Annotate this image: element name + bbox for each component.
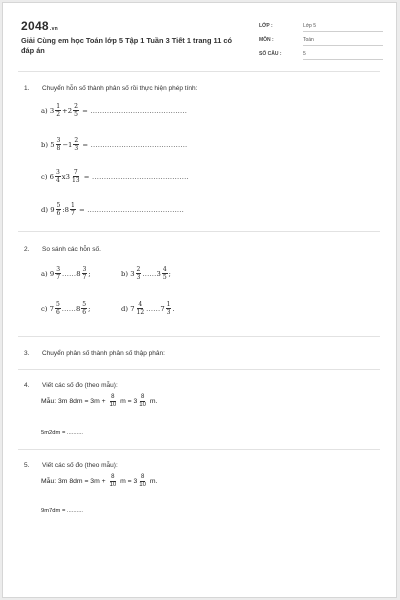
- q1-part-c: [41, 169, 189, 184]
- sample-text: m = 3: [120, 398, 138, 405]
- numerator: 2: [74, 103, 78, 110]
- denominator: 7: [56, 274, 61, 281]
- fraction: [70, 202, 76, 217]
- operator: +: [62, 106, 68, 115]
- question-text: Chuyển hỗn số thành phân số rồi thực hiện phép tính:: [42, 85, 198, 92]
- q5-answer: 9m7dm = ..........: [41, 508, 84, 514]
- meta-divider: [303, 59, 383, 60]
- q1-part-b: [41, 137, 187, 152]
- q4-sample: [41, 394, 157, 409]
- whole-number: 1: [68, 140, 73, 149]
- numerator: 5: [56, 202, 61, 209]
- denominator: 6: [82, 309, 87, 316]
- numerator: 4: [138, 301, 143, 308]
- fraction: [55, 301, 61, 316]
- denominator: 6: [55, 309, 60, 316]
- question-text: So sánh các hỗn số.: [42, 246, 101, 253]
- whole-number: 3: [156, 269, 161, 278]
- logo-text: 2048: [21, 19, 49, 33]
- fraction: [81, 301, 87, 316]
- question-number: 5.: [24, 462, 30, 469]
- q2-part-a: [41, 266, 91, 281]
- fraction: [136, 301, 146, 316]
- fraction: [162, 266, 168, 281]
- meta-subject-row: [259, 33, 383, 46]
- denominator: 10: [109, 402, 117, 408]
- operator: :: [62, 205, 65, 214]
- whole-number: 7: [160, 304, 165, 313]
- denominator: 7: [70, 210, 75, 217]
- numerator: 8: [111, 394, 115, 400]
- sample-text: Mẫu: 3m 8dm = 3m +: [41, 398, 106, 405]
- denominator: 2: [56, 111, 61, 118]
- fraction: [136, 266, 142, 281]
- compare-blank: ......: [62, 269, 77, 278]
- whole-number: 3: [65, 172, 70, 181]
- question-text: Chuyển phân số thành phân số thập phân:: [42, 350, 165, 357]
- question-number: 1.: [24, 85, 30, 92]
- numerator: 3: [82, 266, 87, 273]
- fraction: [138, 394, 147, 409]
- fraction: [82, 266, 91, 281]
- question-number: 2.: [24, 246, 30, 253]
- answer-blank: = .........................................: [82, 140, 188, 149]
- q5-sample: [41, 474, 157, 489]
- meta-count-value: 5: [303, 51, 306, 57]
- denominator: 6: [56, 210, 61, 217]
- compare-blank: ......: [61, 304, 76, 313]
- section-separator: [18, 369, 380, 370]
- meta-divider: [303, 31, 383, 32]
- logo-suffix: .vn: [49, 26, 59, 32]
- fraction: [55, 266, 61, 281]
- part-label: a): [41, 269, 48, 278]
- fraction: [109, 394, 118, 409]
- numerator: 1: [70, 202, 75, 209]
- meta-subject-label: MÔN :: [259, 37, 274, 43]
- denominator: 12: [136, 309, 145, 316]
- numerator: 7: [73, 169, 78, 176]
- unit-text: m.: [149, 478, 158, 485]
- part-label: d): [41, 205, 49, 214]
- answer-blank: = .........................................: [82, 106, 188, 115]
- numerator: 1: [56, 103, 61, 110]
- operator: x: [61, 172, 66, 181]
- part-label: c): [41, 304, 48, 313]
- denominator: 3: [74, 145, 79, 152]
- whole-number: 8: [64, 205, 69, 214]
- part-label: d): [121, 304, 129, 313]
- denominator: 10: [139, 482, 146, 488]
- denominator: 5: [74, 111, 78, 118]
- question-number: 3.: [24, 350, 30, 357]
- punctuation: .: [172, 304, 175, 313]
- meta-count-label: SỐ CÂU :: [259, 51, 282, 57]
- fraction: [56, 202, 65, 217]
- meta-class-value: Lớp 5: [303, 23, 317, 29]
- fraction: [55, 103, 61, 118]
- question-number: 4.: [24, 382, 30, 389]
- denominator: 10: [139, 402, 146, 408]
- fraction: [56, 137, 62, 152]
- header-separator: [18, 71, 380, 72]
- denominator: 10: [109, 482, 117, 488]
- numerator: 8: [140, 474, 145, 480]
- numerator: 2: [74, 137, 79, 144]
- punctuation: ;: [88, 304, 91, 313]
- whole-number: 8: [76, 269, 81, 278]
- fraction: [73, 103, 79, 118]
- numerator: 3: [56, 137, 61, 144]
- whole-number: 7: [130, 304, 135, 313]
- part-label: a): [41, 106, 48, 115]
- denominator: 8: [56, 145, 61, 152]
- section-separator: [18, 336, 380, 337]
- answer-blank: = .........................................: [83, 172, 189, 181]
- compare-blank: ......: [142, 269, 157, 278]
- meta-subject-value: Toán: [303, 37, 314, 43]
- section-separator: [18, 231, 380, 232]
- question-text: Viết các số đo (theo mẫu):: [42, 382, 118, 389]
- site-logo[interactable]: [21, 19, 58, 33]
- fraction: [138, 474, 147, 489]
- numerator: 1: [166, 301, 171, 308]
- denominator: 7: [82, 274, 87, 281]
- answer-blank: = .........................................: [78, 205, 185, 214]
- operator: −: [62, 140, 69, 149]
- q2-part-d: [121, 301, 175, 316]
- numerator: 2: [136, 266, 141, 273]
- whole-number: 8: [75, 304, 81, 313]
- whole-number: 3: [130, 269, 135, 278]
- q2-part-b: [121, 266, 171, 281]
- numerator: 4: [162, 266, 167, 273]
- part-label: b): [41, 140, 49, 149]
- punctuation: ;: [88, 269, 91, 278]
- denominator: 4: [55, 177, 60, 184]
- fraction: [55, 169, 61, 184]
- whole-number: 2: [67, 106, 73, 115]
- numerator: 8: [111, 474, 115, 480]
- compare-blank: ......: [146, 304, 161, 313]
- denominator: 3: [166, 309, 171, 316]
- numerator: 5: [55, 301, 60, 308]
- whole-number: 9: [50, 205, 55, 214]
- meta-divider: [303, 45, 383, 46]
- q1-part-d: [41, 202, 184, 217]
- sample-text: m = 3: [120, 478, 138, 485]
- denominator: 5: [162, 274, 167, 281]
- numerator: 3: [56, 266, 61, 273]
- punctuation: ;: [168, 269, 171, 278]
- q1-part-a: [41, 103, 187, 118]
- whole-number: 7: [49, 304, 54, 313]
- meta-class-row: [259, 19, 383, 32]
- denominator: 13: [71, 177, 80, 184]
- numerator: 3: [55, 169, 60, 176]
- meta-class-label: LỚP :: [259, 23, 273, 29]
- q2-part-c: [41, 301, 90, 316]
- whole-number: 5: [50, 140, 55, 149]
- part-label: c): [41, 172, 48, 181]
- question-text: Viết các số đo (theo mẫu):: [42, 462, 118, 469]
- whole-number: 6: [49, 172, 54, 181]
- whole-number: 9: [49, 269, 55, 278]
- q4-answer: 5m2dm = ..........: [41, 430, 84, 436]
- numerator: 5: [82, 301, 87, 308]
- sample-text: Mẫu: 3m 8dm = 3m +: [41, 478, 106, 485]
- fraction: [71, 169, 81, 184]
- numerator: 8: [140, 394, 145, 400]
- document-header: [21, 19, 383, 63]
- fraction: [109, 474, 118, 489]
- denominator: 3: [136, 274, 141, 281]
- fraction: [73, 137, 79, 152]
- document-page: [2, 2, 397, 598]
- part-label: b): [121, 269, 129, 278]
- document-title: Giải Cùng em học Toán lớp 5 Tập 1 Tuần 3 Tiết 1 trang 11 có đáp án: [21, 36, 232, 55]
- section-separator: [18, 449, 380, 450]
- meta-count-row: [259, 47, 383, 60]
- fraction: [166, 301, 175, 316]
- whole-number: 3: [49, 106, 55, 115]
- unit-text: m.: [149, 398, 158, 405]
